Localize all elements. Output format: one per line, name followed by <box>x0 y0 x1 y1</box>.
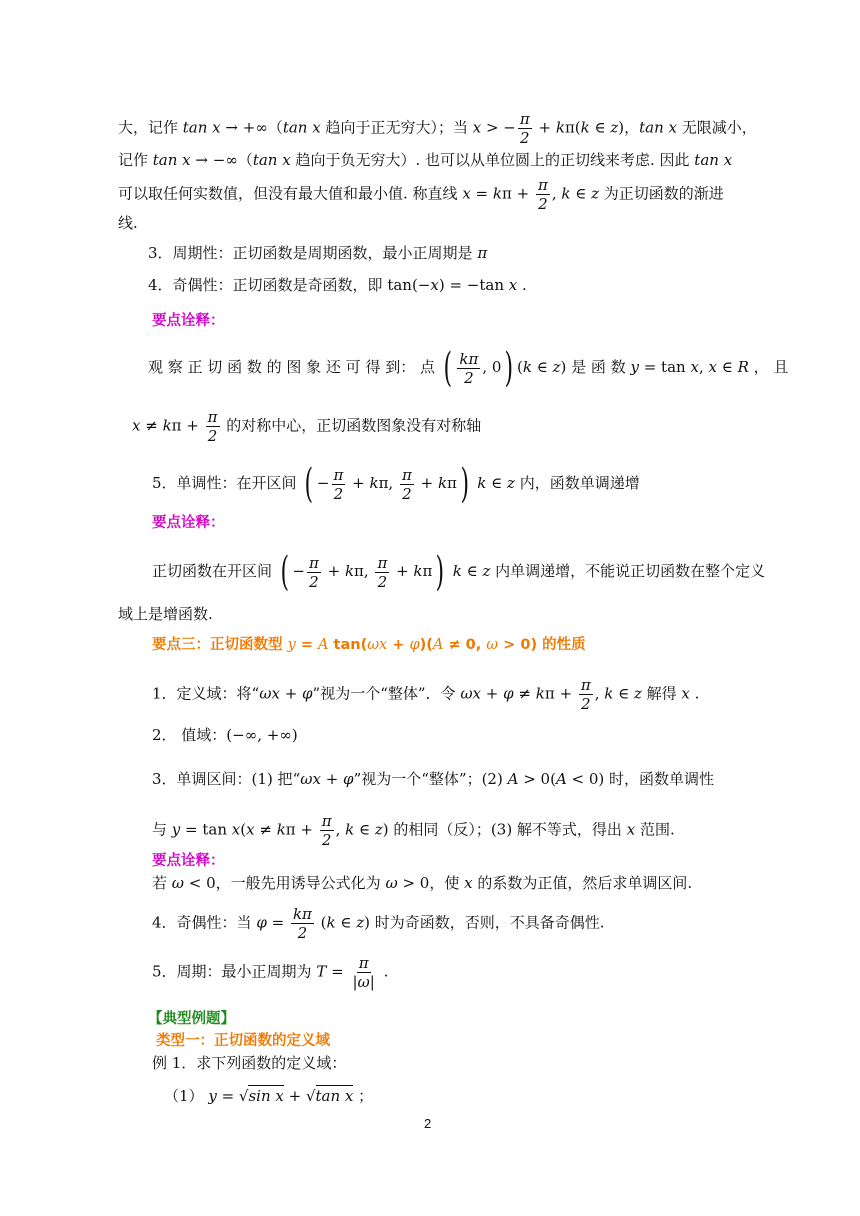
paragraph-line: 2． 值域：(−∞, +∞) <box>152 726 298 744</box>
paragraph-line: 与 y = tan x(x ≠ kπ + $\frac{\pi}{2}$ , k ∈ z) 的相同（反）；(3) 解不等式，得出 x 范围. <box>152 812 675 849</box>
section-heading: 要点三：正切函数型 y = A tan(ωx + φ)(A ≠ 0, ω > 0) 的性质 <box>152 637 586 653</box>
paragraph-line: 4．奇偶性：正切函数是奇函数，即 tan(−x) = −tan x . <box>148 276 527 294</box>
paragraph-line: 域上是增函数. <box>118 605 213 623</box>
page-number: 2 <box>424 1116 432 1131</box>
paragraph-line: 4．奇偶性：当 φ = $\frac{k\pi}{2}$ (k ∈ z) 时为奇函数，否则，不具备奇偶性. <box>152 905 605 942</box>
paragraph-line: 观 察 正 切 函 数 的 图 象 还 可 得 到： 点 ( $\frac{k\pi}{2}$ , 0) (k ∈ z) 是 函 数 y = tan x, x ∈ R ， 且 <box>148 345 789 391</box>
paragraph-line: 若 ω < 0，一般先用诱导公式化为 ω > 0，使 x 的系数为正值，然后求单调区间. <box>152 874 693 892</box>
paragraph-line: 线. <box>118 214 138 232</box>
note-heading: 要点诠释： <box>152 515 225 531</box>
paragraph-line: 3．单调区间：(1) 把“ωx + φ”视为一个“整体”；(2) A > 0(A < 0) 时，函数单调性 <box>152 770 715 788</box>
paragraph-line: x ≠ kπ + $\frac{\pi}{2}$ 的对称中心，正切函数图象没有对称轴 <box>132 408 482 445</box>
type-heading: 类型一：正切函数的定义域 <box>156 1033 330 1049</box>
paragraph-line: 大，记作 tan x → +∞（tan x 趋向于正无穷大）；当 x > − $\frac{\pi}{2}$ + kπ(k ∈ z)，tan x 无限减小， <box>118 110 757 147</box>
paragraph-line: 可以取任何实数值，但没有最大值和最小值. 称直线 x = kπ + $\frac{\pi}{2}$ , k ∈ z 为正切函数的渐进 <box>118 176 724 213</box>
paragraph-line: 正切函数在开区间 ( − $\frac{\pi}{2}$ + kπ, $\frac{\pi}{2}$ + kπ) k ∈ z 内单调递增，不能说正切函数在整个定义 <box>152 549 766 595</box>
note-heading: 要点诠释： <box>152 313 225 329</box>
section-title: 【典型例题】 <box>148 1011 235 1027</box>
paragraph-line: 1．定义域：将“ωx + φ”视为一个“整体”．令 ωx + φ ≠ kπ + $\frac{\pi}{2}$ , k ∈ z 解得 x . <box>152 676 700 713</box>
example-title: 例 1．求下列函数的定义域： <box>152 1054 347 1072</box>
paragraph-line: 记作 tan x → −∞（tan x 趋向于负无穷大）. 也可以从单位圆上的正切线来考虑. 因此 tan x <box>118 151 733 169</box>
example-item: （1） y = √sin x + √tan x ； <box>164 1087 374 1105</box>
paragraph-line: 5．周期：最小正周期为 T = $\frac{\pi}{|\omega|}$ . <box>152 954 389 991</box>
paragraph-line: 5．单调性：在开区间 ( − $\frac{\pi}{2}$ + kπ, $\frac{\pi}{2}$ + kπ) k ∈ z 内，函数单调递增 <box>152 461 640 507</box>
note-heading: 要点诠释： <box>152 853 225 869</box>
paragraph-line: 3．周期性：正切函数是周期函数，最小正周期是 π <box>148 244 488 262</box>
